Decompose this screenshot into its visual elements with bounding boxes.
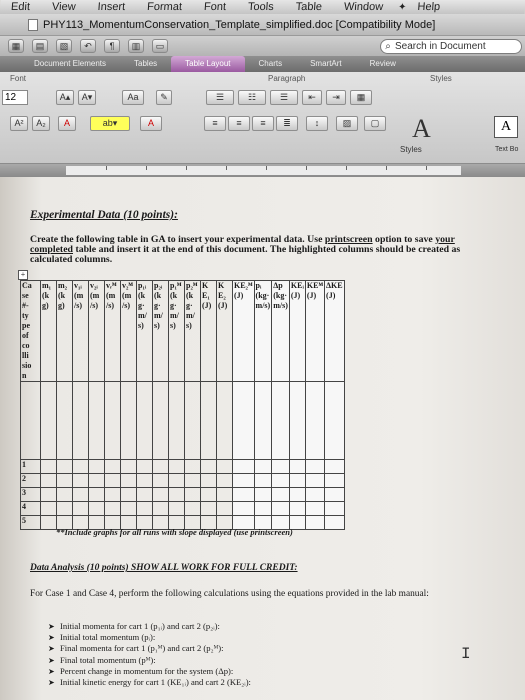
- header-line: (J): [218, 301, 228, 310]
- header-line: E₂: [218, 291, 226, 300]
- table-cell[interactable]: [105, 474, 121, 488]
- header-line: (J): [202, 301, 212, 310]
- table-cell[interactable]: [217, 502, 233, 516]
- table-cell[interactable]: [41, 460, 57, 474]
- header-line: s): [186, 321, 192, 330]
- row-number-cell[interactable]: 5: [21, 516, 41, 530]
- search-field[interactable]: [380, 39, 522, 54]
- header-line: g·: [170, 301, 177, 310]
- header-line: /s): [74, 301, 82, 310]
- table-cell[interactable]: [233, 488, 255, 502]
- table-header-cell[interactable]: [169, 281, 185, 382]
- instruction-printscreen: printscreen: [324, 234, 373, 245]
- menu-window[interactable]: Window: [343, 1, 384, 13]
- table-cell[interactable]: [41, 516, 57, 530]
- table-cell[interactable]: [305, 460, 324, 474]
- header-line: (k: [186, 291, 194, 300]
- header-line: (m: [74, 291, 84, 300]
- ruler-tick: [106, 166, 107, 170]
- table-cell[interactable]: [89, 488, 105, 502]
- subscript-button[interactable]: A₂: [32, 116, 50, 131]
- header-line: m/: [186, 311, 195, 320]
- header-line: se: [22, 291, 29, 300]
- header-line: (J): [326, 291, 336, 300]
- header-line: pᵢ: [255, 281, 262, 290]
- header-line: vᵣᴹ: [106, 281, 117, 290]
- shrink-font-button[interactable]: A▾: [78, 90, 96, 105]
- grow-font-button[interactable]: A▴: [56, 90, 74, 105]
- ruler-tick: [266, 166, 267, 170]
- table-cell[interactable]: [201, 474, 217, 488]
- case-instructions: For Case 1 and Case 4, perform the following calculations using the equations provided in the lab manual:: [30, 589, 429, 599]
- ruler-tick: [386, 166, 387, 170]
- table-cell[interactable]: [272, 502, 290, 516]
- instruction-text-2: option to save: [372, 234, 436, 245]
- table-cell[interactable]: [289, 382, 305, 460]
- table-header-cell[interactable]: [272, 281, 290, 382]
- ribbon-tab-bar: [0, 56, 525, 72]
- zoom-icon[interactable]: ▭: [152, 39, 168, 53]
- header-line: Ca: [22, 281, 32, 290]
- table-cell[interactable]: [305, 474, 324, 488]
- header-line: KE₂ᴹ: [234, 281, 253, 290]
- align-right-button[interactable]: ≡: [252, 116, 274, 131]
- table-header-cell[interactable]: [305, 281, 324, 382]
- table-cell[interactable]: [121, 460, 137, 474]
- list-item: [48, 621, 251, 632]
- table-cell[interactable]: [185, 474, 201, 488]
- sort-button[interactable]: ▦: [350, 90, 372, 105]
- header-line: g): [42, 301, 49, 310]
- table-cell[interactable]: [289, 460, 305, 474]
- table-header-cell[interactable]: [325, 281, 345, 382]
- table-cell[interactable]: [201, 488, 217, 502]
- table-cell[interactable]: [254, 488, 272, 502]
- table-cell[interactable]: [325, 382, 345, 460]
- table-header-cell[interactable]: [185, 281, 201, 382]
- ruler-tick: [186, 166, 187, 170]
- numbering-button[interactable]: ☷: [238, 90, 266, 105]
- table-cell[interactable]: [121, 382, 137, 460]
- header-line: m₂: [58, 281, 68, 290]
- header-line: K: [218, 281, 225, 290]
- table-row: [21, 382, 345, 460]
- header-line: (J): [306, 291, 317, 300]
- table-header-cell[interactable]: [254, 281, 272, 382]
- arrow-bullet-icon: ➤: [48, 633, 55, 643]
- font-color-button[interactable]: A: [140, 116, 162, 131]
- header-line: p₁ᴹ: [170, 281, 182, 290]
- table-cell[interactable]: [41, 382, 57, 460]
- header-line: s): [154, 321, 160, 330]
- step-text: Initial momenta for cart 1 (p₁ᵢ) and cart 2 (p₂ᵢ):: [60, 621, 220, 631]
- table-cell[interactable]: [41, 474, 57, 488]
- table-cell[interactable]: [305, 502, 324, 516]
- header-line: s): [170, 321, 176, 330]
- table-cell[interactable]: [169, 502, 185, 516]
- group-styles-label: Styles: [430, 74, 452, 83]
- sidebar-toggle-icon[interactable]: ▥: [128, 39, 144, 53]
- tab-charts[interactable]: Charts: [258, 59, 283, 68]
- group-font-label: Font: [10, 74, 27, 83]
- table-cell[interactable]: [169, 382, 185, 460]
- instruction-paragraph: [30, 235, 500, 265]
- header-line: n: [22, 371, 27, 380]
- document-page[interactable]: [0, 177, 525, 700]
- table-cell[interactable]: [272, 474, 290, 488]
- table-cell[interactable]: [185, 382, 201, 460]
- table-cell[interactable]: [169, 460, 185, 474]
- graphs-note: **Include graphs for all runs with slope displayed (use printscreen): [56, 527, 293, 537]
- table-cell[interactable]: [73, 460, 89, 474]
- table-cell[interactable]: [105, 460, 121, 474]
- table-header-row: [21, 281, 345, 382]
- table-row: [21, 474, 345, 488]
- table-cell[interactable]: [57, 502, 73, 516]
- header-line: sio: [22, 361, 32, 370]
- table-cell[interactable]: [325, 502, 345, 516]
- table-cell[interactable]: [272, 460, 290, 474]
- table-header-cell[interactable]: [289, 281, 305, 382]
- menu-view[interactable]: View: [51, 1, 77, 13]
- table-header-cell[interactable]: [21, 281, 41, 382]
- table-cell[interactable]: [217, 460, 233, 474]
- table-cell[interactable]: [153, 460, 169, 474]
- table-cell[interactable]: [305, 488, 324, 502]
- new-document-icon[interactable]: ▦: [8, 39, 24, 53]
- header-line: s): [138, 321, 144, 330]
- justify-button[interactable]: ≣: [276, 116, 298, 131]
- header-line: m/: [138, 311, 147, 320]
- header-line: of: [22, 331, 29, 340]
- header-line: KEᴹ: [306, 281, 324, 290]
- tab-tables[interactable]: Tables: [134, 59, 158, 68]
- undo-icon[interactable]: ↶: [80, 39, 96, 53]
- highlight-color-button[interactable]: ab▾: [90, 116, 130, 131]
- table-cell[interactable]: [89, 460, 105, 474]
- experimental-data-table[interactable]: [20, 280, 345, 530]
- table-cell[interactable]: [89, 474, 105, 488]
- table-cell[interactable]: [121, 474, 137, 488]
- ruler-tick: [146, 166, 147, 170]
- table-cell[interactable]: [289, 502, 305, 516]
- step-text: Percent change in momentum for the system (Δp):: [60, 665, 234, 676]
- header-line: (J): [234, 291, 244, 300]
- table-cell[interactable]: [137, 474, 153, 488]
- header-line: (k: [170, 291, 178, 300]
- header-line: ty: [22, 311, 29, 320]
- table-cell[interactable]: [21, 382, 41, 460]
- table-header-cell[interactable]: [201, 281, 217, 382]
- header-line: co: [22, 341, 30, 350]
- header-line: p₁ᵢ: [138, 281, 147, 290]
- table-cell[interactable]: [153, 474, 169, 488]
- header-line: m/: [170, 311, 179, 320]
- header-line: v₁ᵢ: [74, 281, 82, 290]
- tab-review[interactable]: Review: [369, 59, 396, 68]
- table-cell[interactable]: [57, 474, 73, 488]
- table-cell[interactable]: [153, 488, 169, 502]
- instruction-text-1: Create the following table in GA to insert your experimental data. Use: [30, 234, 325, 245]
- table-cell[interactable]: [201, 382, 217, 460]
- table-cell[interactable]: [289, 488, 305, 502]
- table-cell[interactable]: [105, 502, 121, 516]
- ruler-tick: [346, 166, 347, 170]
- table-cell[interactable]: [305, 382, 324, 460]
- header-line: ΔKE: [326, 281, 343, 290]
- menu-edit[interactable]: Edit: [10, 1, 31, 13]
- header-line: pe: [22, 321, 30, 330]
- clear-format-button[interactable]: Aa: [122, 90, 144, 105]
- header-line: m/s): [255, 301, 271, 310]
- step-text: Initial total momentum (pᵢ):: [60, 632, 156, 643]
- increase-indent-button[interactable]: ⇥: [326, 90, 346, 105]
- menu-font[interactable]: Font: [203, 1, 227, 13]
- menu-bar: [0, 0, 525, 14]
- table-cell[interactable]: [137, 382, 153, 460]
- table-row: [21, 502, 345, 516]
- multilevel-list-button[interactable]: ☰: [270, 90, 298, 105]
- table-cell[interactable]: [201, 502, 217, 516]
- ruler[interactable]: [0, 164, 525, 177]
- table-cell[interactable]: [121, 488, 137, 502]
- header-line: g·: [186, 301, 193, 310]
- table-cell[interactable]: [325, 474, 345, 488]
- table-cell[interactable]: [89, 382, 105, 460]
- table-cell[interactable]: [217, 474, 233, 488]
- tab-smartart[interactable]: SmartArt: [310, 59, 342, 68]
- table-cell[interactable]: [325, 516, 345, 530]
- line-spacing-button[interactable]: ↕: [306, 116, 328, 131]
- table-cell[interactable]: [121, 502, 137, 516]
- list-item: [48, 666, 251, 677]
- table-cell[interactable]: [105, 382, 121, 460]
- ribbon: [0, 72, 525, 164]
- table-cell[interactable]: [57, 460, 73, 474]
- styles-gallery-icon[interactable]: A: [412, 114, 431, 143]
- table-cell[interactable]: [272, 488, 290, 502]
- arrow-bullet-icon: ➤: [48, 644, 55, 654]
- table-cell[interactable]: [105, 488, 121, 502]
- header-line: (k: [154, 291, 162, 300]
- list-item: [48, 643, 251, 654]
- header-line: E₁: [202, 291, 210, 300]
- table-cell[interactable]: [73, 488, 89, 502]
- table-cell[interactable]: [41, 502, 57, 516]
- tab-table-layout[interactable]: Table Layout: [171, 56, 244, 72]
- text-effects-button[interactable]: A: [58, 116, 76, 131]
- table-header-cell[interactable]: [89, 281, 105, 382]
- header-line: p₂ᴹ: [186, 281, 198, 290]
- table-cell[interactable]: [57, 488, 73, 502]
- menu-insert[interactable]: Insert: [97, 1, 126, 13]
- table-header-cell[interactable]: [121, 281, 137, 382]
- header-line: (m: [90, 291, 100, 300]
- table-cell[interactable]: [325, 460, 345, 474]
- table-cell[interactable]: [233, 474, 255, 488]
- styles-pane-button[interactable]: Styles: [400, 145, 422, 154]
- table-cell[interactable]: [254, 460, 272, 474]
- step-text: Initial kinetic energy for cart 1 (KE₁ᵢ) and cart 2 (KE₂ᵢ):: [60, 677, 251, 688]
- header-line: m/s): [273, 301, 288, 310]
- table-cell[interactable]: [233, 382, 255, 460]
- script-icon: ✦: [397, 1, 407, 13]
- header-line: m₁: [42, 281, 52, 290]
- header-line: (m: [122, 291, 132, 300]
- table-cell[interactable]: [289, 474, 305, 488]
- arrow-bullet-icon: ➤: [48, 655, 55, 665]
- arrow-bullet-icon: ➤: [48, 678, 55, 688]
- text-box-icon[interactable]: A: [494, 116, 518, 138]
- table-cell[interactable]: [201, 460, 217, 474]
- open-icon[interactable]: ▤: [32, 39, 48, 53]
- table-cell[interactable]: [254, 474, 272, 488]
- ruler-tick: [306, 166, 307, 170]
- menu-tools[interactable]: Tools: [247, 1, 275, 13]
- list-item: [48, 632, 251, 643]
- table-cell[interactable]: [89, 502, 105, 516]
- header-line: v₂ᵢ: [90, 281, 98, 290]
- header-line: g): [58, 301, 65, 310]
- menu-format[interactable]: Format: [146, 1, 183, 13]
- data-analysis-heading: Data Analysis (10 points) SHOW ALL WORK FOR FULL CREDIT:: [30, 563, 298, 573]
- instruction-text-3: table and insert it at the end of this document. The highlighted columns should be created as calculated columns.: [30, 244, 461, 265]
- arrow-bullet-icon: ➤: [48, 622, 55, 631]
- row-number-cell[interactable]: 3: [21, 488, 41, 502]
- header-line: m/: [154, 311, 163, 320]
- search-placeholder: Search in Document: [395, 41, 486, 52]
- table-cell[interactable]: [169, 488, 185, 502]
- table-header-cell[interactable]: [137, 281, 153, 382]
- table-cell[interactable]: [254, 382, 272, 460]
- standard-toolbar: [0, 36, 525, 56]
- list-item: [48, 677, 251, 688]
- menu-table[interactable]: Table: [295, 1, 323, 13]
- table-cell[interactable]: [137, 502, 153, 516]
- table-cell[interactable]: [73, 474, 89, 488]
- table-cell[interactable]: [217, 488, 233, 502]
- header-line: (kg·: [273, 291, 287, 300]
- table-cell[interactable]: [169, 474, 185, 488]
- header-line: /s): [90, 301, 98, 310]
- format-painter-icon[interactable]: ✎: [156, 90, 172, 105]
- text-box-label: Text Bo: [495, 146, 519, 153]
- table-cell[interactable]: [254, 502, 272, 516]
- ruler-tick: [426, 166, 427, 170]
- header-line: K: [202, 281, 209, 290]
- table-row: [21, 460, 345, 474]
- header-line: (kg·: [255, 291, 270, 300]
- align-left-button[interactable]: ≡: [204, 116, 226, 131]
- header-line: g·: [138, 301, 145, 310]
- window-title: PHY113_MomentumConservation_Template_simplified.doc [Compatibility Mode]: [43, 18, 436, 31]
- table-cell[interactable]: [153, 502, 169, 516]
- table-cell[interactable]: [233, 502, 255, 516]
- instruction-your-completed: your completed: [30, 234, 455, 255]
- header-line: (m: [106, 291, 116, 300]
- table-cell[interactable]: [41, 488, 57, 502]
- decrease-indent-button[interactable]: ⇤: [302, 90, 322, 105]
- table-cell[interactable]: [217, 382, 233, 460]
- table-header-cell[interactable]: [41, 281, 57, 382]
- borders-button[interactable]: ▢: [364, 116, 386, 131]
- group-paragraph-label: Paragraph: [268, 74, 306, 83]
- header-line: v₂ᴹ: [122, 281, 133, 290]
- ruler-scale: [66, 166, 461, 175]
- bullets-button[interactable]: ☰: [206, 90, 234, 105]
- table-cell[interactable]: [272, 382, 290, 460]
- ruler-tick: [226, 166, 227, 170]
- table-cell[interactable]: [305, 516, 324, 530]
- text-cursor-icon: I: [461, 645, 471, 663]
- title-bar: [0, 14, 525, 36]
- table-header-cell[interactable]: [105, 281, 121, 382]
- table-cell[interactable]: [185, 502, 201, 516]
- header-line: Δp: [273, 281, 283, 290]
- table-cell[interactable]: [325, 488, 345, 502]
- superscript-button[interactable]: A²: [10, 116, 28, 131]
- table-header-cell[interactable]: [233, 281, 255, 382]
- table-cell[interactable]: [185, 488, 201, 502]
- shading-button[interactable]: ▨: [336, 116, 358, 131]
- row-number-cell[interactable]: 4: [21, 502, 41, 516]
- document-icon: [28, 19, 38, 31]
- row-number-cell[interactable]: 1: [21, 460, 41, 474]
- header-line: /s): [122, 301, 130, 310]
- table-header-cell[interactable]: [217, 281, 233, 382]
- header-line: /s): [106, 301, 114, 310]
- table-cell[interactable]: [137, 488, 153, 502]
- calculation-steps-list: [48, 621, 251, 688]
- align-center-button[interactable]: ≡: [228, 116, 250, 131]
- header-line: g·: [154, 301, 161, 310]
- list-item: [48, 655, 251, 666]
- table-cell[interactable]: [73, 502, 89, 516]
- table-cell[interactable]: [233, 460, 255, 474]
- row-number-cell[interactable]: 2: [21, 474, 41, 488]
- menu-help[interactable]: Help: [417, 1, 441, 13]
- header-line: (k: [138, 291, 146, 300]
- table-row: [21, 488, 345, 502]
- gallery-icon[interactable]: ▧: [56, 39, 72, 53]
- header-line: lli: [22, 351, 29, 360]
- header-line: #-: [22, 301, 29, 310]
- paragraph-marks-icon[interactable]: ¶: [104, 39, 120, 53]
- table-cell[interactable]: [185, 460, 201, 474]
- step-text: Final momenta for cart 1 (p₁ᴹ) and cart 2 (p₂ᴹ):: [60, 643, 224, 654]
- header-line: p₂ᵢ: [154, 281, 163, 290]
- arrow-bullet-icon: ➤: [48, 666, 55, 676]
- table-header-cell[interactable]: [57, 281, 73, 382]
- search-icon: ⌕: [385, 41, 391, 52]
- step-text: Final total momentum (pᴹ):: [60, 654, 156, 665]
- table-cell[interactable]: [73, 382, 89, 460]
- header-line: (k: [58, 291, 66, 300]
- table-cell[interactable]: [153, 382, 169, 460]
- table-header-cell[interactable]: [73, 281, 89, 382]
- table-cell[interactable]: [57, 382, 73, 460]
- table-move-handle[interactable]: +: [18, 270, 28, 280]
- tab-document-elements[interactable]: Document Elements: [34, 59, 107, 68]
- header-line: (k: [42, 291, 50, 300]
- header-line: (J): [290, 291, 301, 300]
- table-cell[interactable]: [137, 460, 153, 474]
- font-size-field[interactable]: 12: [2, 90, 28, 105]
- header-line: KEᵢ: [290, 281, 304, 290]
- table-header-cell[interactable]: [153, 281, 169, 382]
- experimental-data-heading: Experimental Data (10 points):: [30, 209, 178, 221]
